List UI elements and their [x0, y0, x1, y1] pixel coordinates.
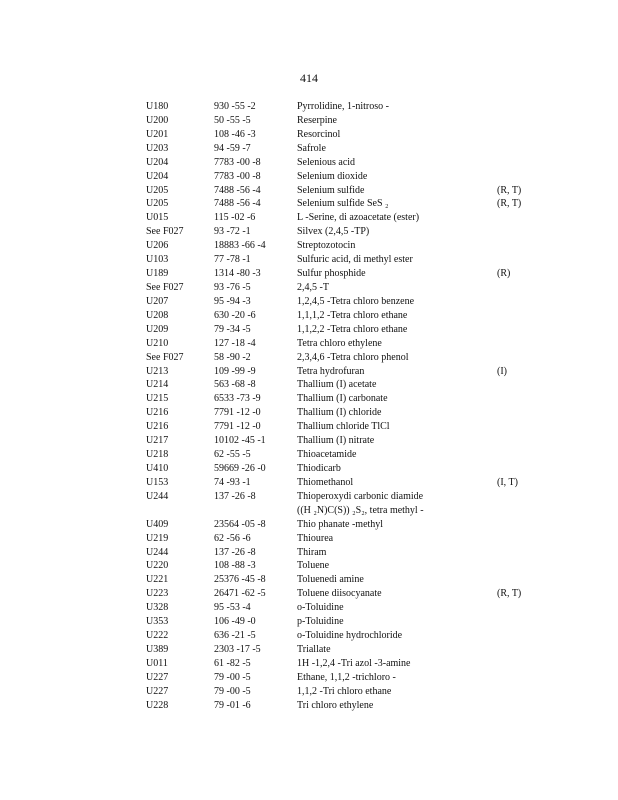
substance-name: Toluene	[297, 560, 330, 572]
table-row	[0, 559, 618, 573]
table-row	[0, 615, 618, 629]
cas-number: 137 -26 -8	[214, 490, 256, 502]
waste-code: U205	[146, 184, 169, 196]
table-row	[0, 114, 618, 128]
waste-code: U227	[146, 685, 169, 697]
table-row	[0, 490, 618, 518]
substance-name: Triallate	[297, 644, 331, 655]
substance-name: Pyrrolidine, 1-nitroso -	[297, 101, 389, 112]
waste-code: U204	[146, 156, 169, 168]
waste-code: U221	[146, 574, 169, 586]
cas-number: 7783 -00 -8	[214, 170, 261, 182]
substance-name: Ethane, 1,1,2 -trichloro -	[297, 671, 396, 683]
page-number: 414	[300, 71, 318, 85]
cas-number: 127 -18 -4	[214, 337, 256, 349]
waste-code: U103	[146, 254, 169, 266]
cas-number: 108 -46 -3	[214, 128, 256, 140]
substance-name: Thallium (I) chloride	[297, 407, 382, 419]
waste-code: U213	[146, 365, 169, 377]
table-row	[0, 685, 618, 699]
table-row	[0, 546, 618, 560]
cas-number: 79 -00 -5	[214, 671, 251, 683]
cas-number: 74 -93 -1	[214, 476, 251, 488]
substance-name: Streptozotocin	[297, 240, 356, 252]
waste-code: U207	[146, 295, 169, 307]
substance-name: Resorcinol	[297, 128, 341, 140]
table-row	[0, 671, 618, 685]
waste-code: U205	[146, 198, 169, 210]
hazard-code: (R)	[497, 268, 511, 280]
cas-number: 109 -99 -9	[214, 365, 256, 377]
substance-name: 1H -1,2,4 -Tri azol -3-amine	[297, 657, 411, 669]
table-row	[0, 170, 618, 184]
substance-name-line: ((H ₂N)C(S)) ₂S₂, tetra methyl -	[297, 504, 424, 516]
substance-name: Selenious acid	[297, 156, 356, 168]
cas-number: 58 -90 -2	[214, 351, 251, 363]
cas-number: 62 -56 -6	[214, 532, 251, 544]
waste-code: U208	[146, 309, 169, 321]
cas-number: 59669 -26 -0	[214, 462, 266, 474]
substance-name: o-Toluidine	[297, 602, 344, 614]
waste-code: See F027	[146, 226, 184, 238]
table-row	[0, 518, 618, 532]
cas-number: 7783 -00 -8	[214, 156, 261, 168]
table-row	[0, 587, 618, 601]
waste-code: U209	[146, 323, 169, 335]
table-row	[0, 476, 618, 490]
substance-name: Tetra hydrofuran	[297, 365, 365, 377]
table-row	[0, 142, 618, 156]
waste-code: U201	[146, 128, 169, 140]
substance-name	[297, 490, 424, 518]
substance-name: Toluenedi amine	[297, 574, 364, 586]
table-row	[0, 184, 618, 198]
cas-number: 95 -94 -3	[214, 295, 251, 307]
hazard-code: (R, T)	[497, 588, 522, 600]
waste-code: U210	[146, 337, 169, 349]
cas-number: 93 -72 -1	[214, 226, 251, 238]
table-row	[0, 156, 618, 170]
cas-number: 79 -00 -5	[214, 685, 251, 697]
hazard-code: (R, T)	[497, 198, 522, 210]
substance-name: Selenium sulfide SeS ₂	[297, 198, 389, 210]
table-row	[0, 351, 618, 365]
waste-code: U153	[146, 476, 169, 488]
waste-code: U216	[146, 421, 169, 433]
waste-code: U204	[146, 170, 169, 182]
table-row	[0, 378, 618, 392]
waste-code: U011	[146, 657, 168, 669]
table-row	[0, 573, 618, 587]
table-row	[0, 365, 618, 379]
substance-name: Thiourea	[297, 532, 334, 544]
substance-name: Selenium sulfide	[297, 184, 365, 196]
waste-code: U353	[146, 616, 169, 628]
waste-code: U227	[146, 671, 169, 683]
cas-number: 7791 -12 -0	[214, 407, 261, 419]
substance-name: 2,3,4,6 -Tetra chloro phenol	[297, 351, 409, 363]
table-row	[0, 392, 618, 406]
table-row	[0, 532, 618, 546]
cas-number: 94 -59 -7	[214, 142, 251, 154]
substance-name: 1,2,4,5 -Tetra chloro benzene	[297, 295, 415, 307]
cas-number: 563 -68 -8	[214, 379, 256, 391]
substance-name-line: Thioperoxydi carbonic diamide	[297, 490, 424, 502]
substance-name: 1,1,2,2 -Tetra chloro ethane	[297, 323, 408, 335]
table-row	[0, 100, 618, 114]
substance-name: Sulfur phosphide	[297, 268, 366, 280]
substance-name: Safrole	[297, 142, 326, 154]
waste-code: U328	[146, 602, 169, 614]
cas-number: 108 -88 -3	[214, 560, 256, 572]
cas-number: 79 -34 -5	[214, 323, 251, 335]
waste-code: U219	[146, 532, 169, 544]
table-row	[0, 323, 618, 337]
waste-code: See F027	[146, 351, 184, 363]
cas-number: 2303 -17 -5	[214, 644, 261, 655]
cas-number: 930 -55 -2	[214, 101, 256, 112]
cas-number: 93 -76 -5	[214, 281, 251, 293]
substance-name: Thiodicarb	[297, 462, 341, 474]
cas-number: 7791 -12 -0	[214, 421, 261, 433]
table-row	[0, 629, 618, 643]
substance-name: p-Toluidine	[297, 616, 344, 628]
table-row	[0, 462, 618, 476]
substance-name: Thiram	[297, 546, 327, 558]
substance-name: Selenium dioxide	[297, 170, 368, 182]
cas-number: 95 -53 -4	[214, 602, 251, 614]
waste-code: U216	[146, 407, 169, 419]
cas-number: 77 -78 -1	[214, 254, 251, 266]
table-row	[0, 657, 618, 671]
cas-number: 137 -26 -8	[214, 546, 256, 558]
waste-code: U222	[146, 630, 169, 642]
cas-number: 23564 -05 -8	[214, 518, 266, 530]
table-row	[0, 281, 618, 295]
table-row	[0, 197, 618, 211]
waste-code: U244	[146, 546, 169, 558]
waste-code: See F027	[146, 281, 184, 293]
cas-number: 630 -20 -6	[214, 309, 256, 321]
waste-code: U409	[146, 518, 169, 530]
substance-name: Sulfuric acid, di methyl ester	[297, 254, 413, 266]
waste-code-table	[0, 100, 618, 713]
table-row	[0, 267, 618, 281]
table-row	[0, 406, 618, 420]
cas-number: 26471 -62 -5	[214, 588, 266, 600]
waste-code: U218	[146, 449, 169, 461]
table-row	[0, 253, 618, 267]
cas-number: 62 -55 -5	[214, 449, 251, 461]
cas-number: 18883 -66 -4	[214, 240, 266, 252]
hazard-code: (R, T)	[497, 184, 522, 196]
table-row	[0, 295, 618, 309]
substance-name: L -Serine, di azoacetate (ester)	[297, 212, 420, 224]
table-row	[0, 420, 618, 434]
table-row	[0, 643, 618, 657]
cas-number: 50 -55 -5	[214, 114, 251, 126]
cas-number: 106 -49 -0	[214, 616, 256, 628]
table-row	[0, 448, 618, 462]
substance-name: Tri chloro ethylene	[297, 699, 374, 711]
substance-name: o-Toluidine hydrochloride	[297, 630, 403, 642]
substance-name: Silvex (2,4,5 -TP)	[297, 226, 370, 238]
waste-code: U228	[146, 699, 169, 711]
waste-code: U223	[146, 588, 169, 600]
table-row	[0, 699, 618, 713]
substance-name: 1,1,2 -Tri chloro ethane	[297, 685, 392, 697]
waste-code: U217	[146, 435, 169, 447]
cas-number: 7488 -56 -4	[214, 184, 261, 196]
substance-name: Thallium (I) nitrate	[297, 435, 375, 447]
cas-number: 79 -01 -6	[214, 699, 251, 711]
cas-number: 7488 -56 -4	[214, 198, 261, 210]
waste-code: U206	[146, 240, 169, 252]
substance-name: Toluene diisocyanate	[297, 588, 382, 600]
table-row	[0, 337, 618, 351]
waste-code: U200	[146, 114, 169, 126]
waste-code: U189	[146, 268, 169, 280]
table-row	[0, 309, 618, 323]
waste-code: U389	[146, 644, 169, 655]
cas-number: 6533 -73 -9	[214, 393, 261, 405]
table-row	[0, 211, 618, 225]
substance-name: Thio phanate -methyl	[297, 518, 384, 530]
waste-code: U410	[146, 462, 169, 474]
cas-number: 61 -82 -5	[214, 657, 251, 669]
table-row	[0, 434, 618, 448]
substance-name: Thioacetamide	[297, 449, 357, 461]
substance-name: Reserpine	[297, 114, 337, 126]
substance-name: Tetra chloro ethylene	[297, 337, 382, 349]
substance-name: Thiomethanol	[297, 476, 354, 488]
substance-name: Thallium (I) acetate	[297, 379, 377, 391]
substance-name: Thallium (I) carbonate	[297, 393, 388, 405]
waste-code: U215	[146, 393, 169, 405]
substance-name: Thallium chloride TlCl	[297, 421, 390, 433]
waste-code: U244	[146, 490, 169, 502]
hazard-code: (I, T)	[497, 476, 518, 488]
waste-code: U015	[146, 212, 169, 224]
cas-number: 636 -21 -5	[214, 630, 256, 642]
table-row	[0, 239, 618, 253]
waste-code: U214	[146, 379, 169, 391]
waste-code: U180	[146, 101, 169, 112]
waste-code: U203	[146, 142, 169, 154]
table-row	[0, 225, 618, 239]
table-row	[0, 128, 618, 142]
cas-number: 1314 -80 -3	[214, 268, 261, 280]
cas-number: 10102 -45 -1	[214, 435, 266, 447]
table-row	[0, 601, 618, 615]
waste-code: U220	[146, 560, 169, 572]
cas-number: 115 -02 -6	[214, 212, 256, 224]
substance-name: 1,1,1,2 -Tetra chloro ethane	[297, 309, 408, 321]
cas-number: 25376 -45 -8	[214, 574, 266, 586]
substance-name: 2,4,5 -T	[297, 281, 329, 293]
hazard-code: (I)	[497, 365, 507, 377]
